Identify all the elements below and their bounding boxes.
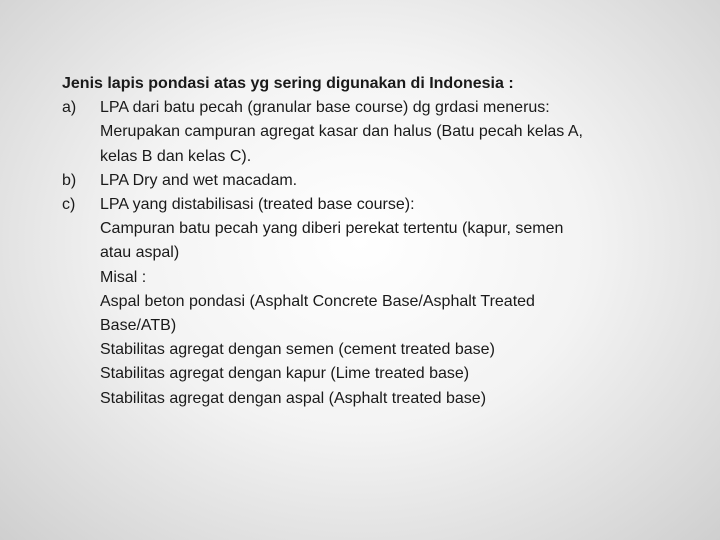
list-item-b (62, 169, 662, 193)
list-item-body (100, 169, 662, 193)
list-marker: a) (62, 99, 77, 117)
list-item-a (62, 96, 662, 169)
text-line: Aspal beton pondasi (Asphalt Concrete Base/Asphalt Treated (100, 292, 535, 310)
heading: Jenis lapis pondasi atas yg sering digunakan di Indonesia : (62, 75, 514, 92)
list-item-body (100, 193, 662, 411)
list-marker: b) (62, 171, 77, 189)
text-line: Stabilitas agregat dengan aspal (Asphalt treated base) (100, 389, 487, 407)
text-line: Campuran batu pecah yang diberi perekat tertentu (kapur, semen (100, 220, 564, 238)
text-line: Misal : (100, 268, 147, 286)
text-line: Stabilitas agregat dengan kapur (Lime treated base) (100, 365, 470, 383)
list-item-c (62, 193, 662, 411)
text-line: atau aspal) (100, 244, 180, 262)
text-line: kelas B dan kelas C). (100, 147, 252, 165)
text-line: Base/ATB) (100, 317, 177, 335)
content-block (62, 72, 662, 411)
text-line: LPA Dry and wet macadam. (100, 171, 298, 189)
text-line: LPA dari batu pecah (granular base course) dg grdasi menerus: (100, 99, 550, 117)
list-item-body (100, 96, 662, 169)
text-line: Stabilitas agregat dengan semen (cement treated base) (100, 341, 495, 359)
text-line: Merupakan campuran agregat kasar dan halus (Batu pecah kelas A, (100, 123, 583, 141)
list-marker: c) (62, 196, 76, 214)
text-line: LPA yang distabilisasi (treated base course): (100, 196, 415, 214)
